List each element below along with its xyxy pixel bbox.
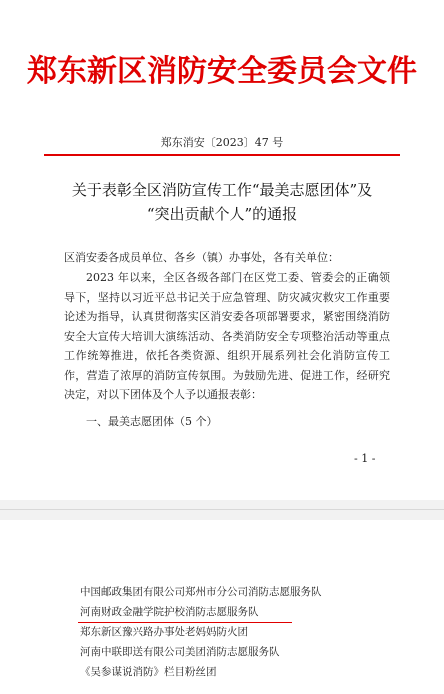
list-item: 河南财政金融学院护校消防志愿服务队 (80, 606, 259, 618)
page-number: - 1 - (354, 452, 376, 465)
page-gap (0, 500, 444, 520)
document-header-title: 郑东新区消防安全委员会文件 (27, 54, 417, 89)
section-heading: 一、最美志愿团体（5 个） (86, 415, 218, 428)
list-item: 《吴参谋说消防》栏目粉丝团 (80, 666, 217, 678)
page-separator-line (0, 509, 444, 510)
list-item: 中国邮政集团有限公司郑州市分公司消防志愿服务队 (80, 586, 322, 598)
list-item: 郑东新区豫兴路办事处老妈妈防火团 (80, 626, 248, 638)
highlight-underline (78, 622, 292, 623)
body-paragraph (64, 268, 390, 405)
notice-title (50, 178, 394, 226)
award-group-list (80, 582, 410, 682)
salutation: 区消安委各成员单位、各乡（镇）办事处，各有关单位： (64, 251, 339, 264)
body-paragraph-text: 2023 年以来，全区各级各部门在区党工委、管委会的正确领导下，坚持以习近平总书记关于应急管理、防灾减灾救灾工作重要论述为指导，认真贯彻落实区消安委各项部署要求，紧密围绕消防安全大宣传大培训大演练活动、各类消防安全专项整治活动等重点工作统筹推进，依托各类资源、组织开展系列社会化消防宣传工作，营造了浓厚的消防宣传氛围。为鼓励先进、促进工作，经研究决定，对以下团体及个人予以通报表彰： (64, 271, 390, 401)
list-item: 河南中联即送有限公司美团消防志愿服务队 (80, 646, 280, 658)
red-divider-rule (44, 154, 400, 156)
notice-title-line-2: “突出贡献个人”的通报 (146, 205, 298, 223)
document-number: 郑东消安〔2023〕47 号 (160, 136, 284, 149)
notice-title-line-1: 关于表彰全区消防宣传工作“最美志愿团体”及 (71, 181, 373, 199)
